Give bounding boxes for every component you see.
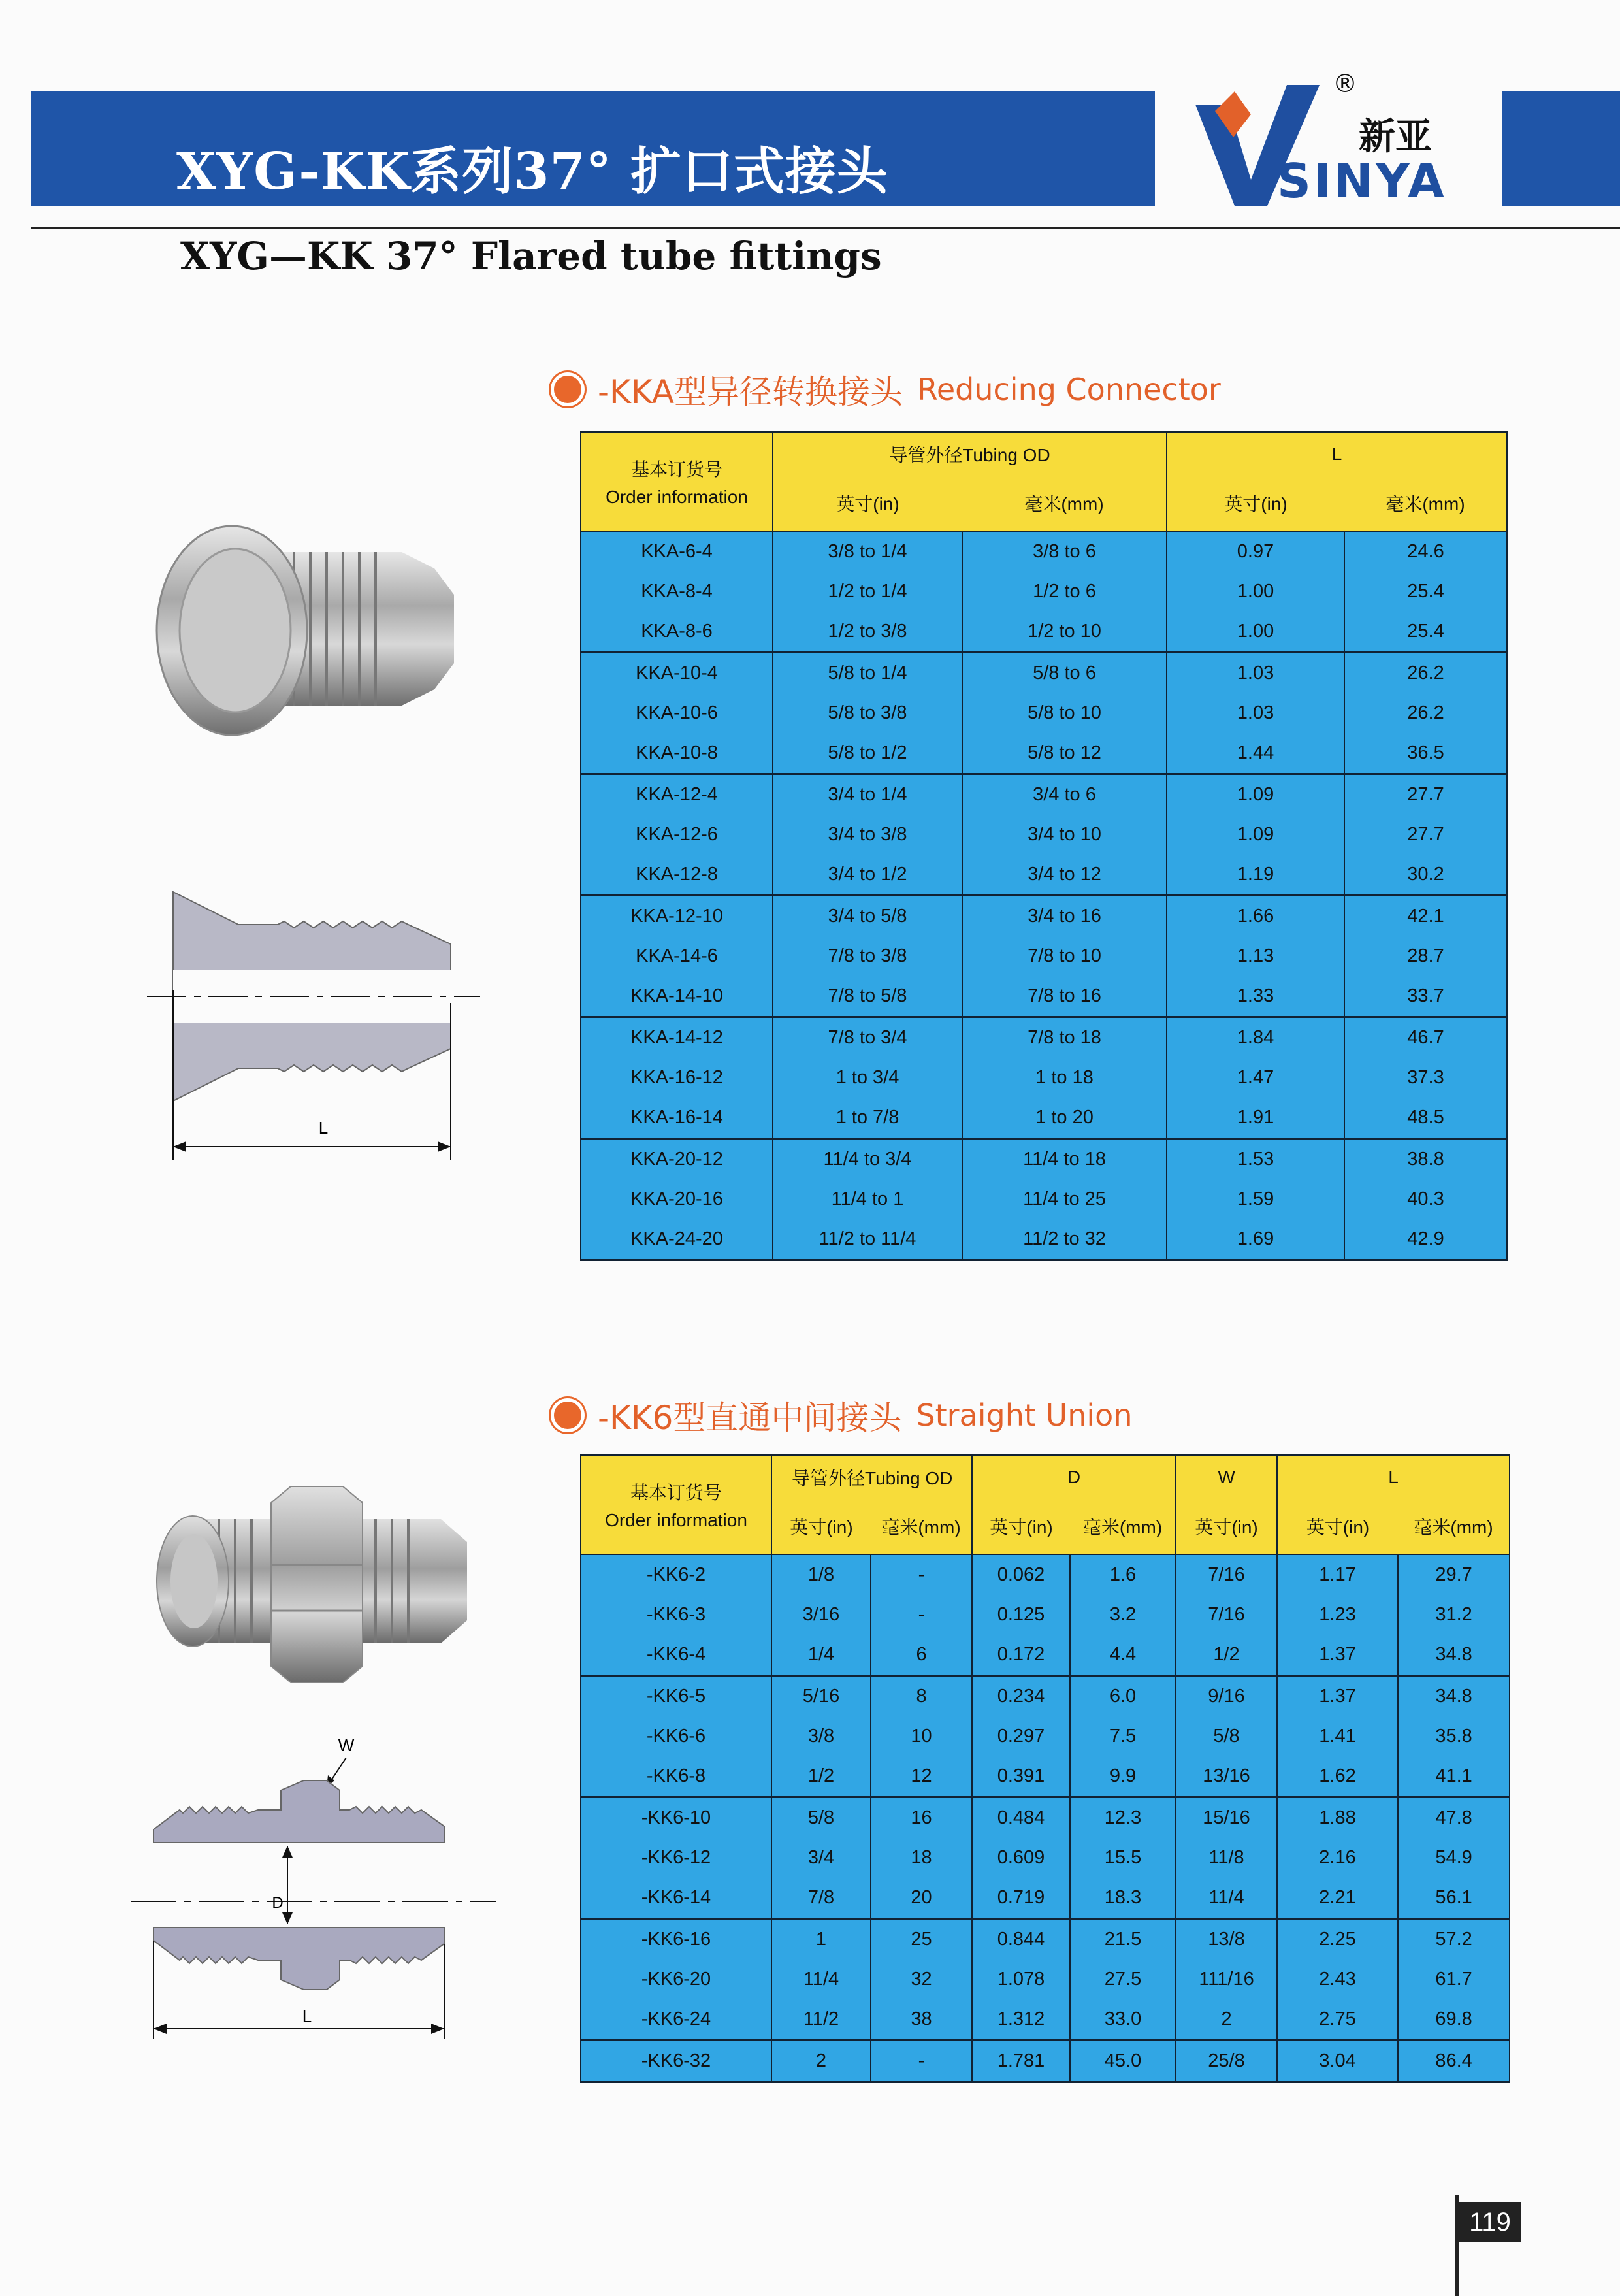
cell-mm: 3/4 to 6	[962, 774, 1167, 815]
page-number: 119	[1459, 2202, 1521, 2242]
cell-order: -KK6-16	[581, 1919, 771, 1960]
cell-Lin: 1.37	[1277, 1676, 1398, 1717]
table-row	[581, 815, 1507, 855]
cell-odin: 1	[771, 1919, 871, 1960]
cell-Lin: 2.16	[1277, 1838, 1398, 1878]
cell-in: 7/8 to 5/8	[773, 976, 962, 1017]
cell-odin: 11/4	[771, 1960, 871, 1999]
col-order-header: 基本订货号 Order information	[581, 432, 773, 531]
section-heading-union	[551, 1392, 1132, 1439]
table-row	[581, 976, 1507, 1017]
cell-W: 13/8	[1176, 1919, 1277, 1960]
col-W-header: W	[1176, 1455, 1277, 1500]
cell-in: 3/4 to 1/4	[773, 774, 962, 815]
cell-Lmm: 36.5	[1344, 733, 1507, 774]
cell-odmm: 6	[871, 1635, 972, 1676]
cell-odin: 5/16	[771, 1676, 871, 1717]
cell-Lin: 1.03	[1167, 653, 1344, 694]
cell-mm: 11/4 to 25	[962, 1179, 1167, 1219]
col-L-mm: 毫米(mm)	[1398, 1500, 1510, 1554]
dim-label-W: W	[338, 1735, 355, 1755]
table-row	[581, 936, 1507, 976]
cell-Lmm: 30.2	[1344, 855, 1507, 896]
cell-odmm: -	[871, 1554, 972, 1595]
cell-Dmm: 15.5	[1070, 1838, 1176, 1878]
cell-W: 5/8	[1176, 1716, 1277, 1756]
cell-Dmm: 45.0	[1070, 2041, 1176, 2082]
cell-mm: 1 to 20	[962, 1098, 1167, 1139]
cell-W: 111/16	[1176, 1960, 1277, 1999]
logo-text-en: SINYA	[1277, 154, 1447, 208]
cell-in: 1/2 to 3/8	[773, 612, 962, 653]
col-od-in: 英寸(in)	[773, 476, 962, 531]
cell-mm: 7/8 to 18	[962, 1017, 1167, 1058]
cell-order: KKA-8-6	[581, 612, 773, 653]
table-row	[581, 1595, 1510, 1635]
cell-Din: 1.312	[972, 1999, 1070, 2041]
table-row	[581, 1676, 1510, 1717]
cell-order: KKA-16-14	[581, 1098, 773, 1139]
cell-Din: 0.125	[972, 1595, 1070, 1635]
table-row	[581, 733, 1507, 774]
cell-odin: 2	[771, 2041, 871, 2082]
straight-union-drawing	[131, 1731, 496, 2045]
reducing-connector-photo	[147, 523, 467, 748]
table-row	[581, 1999, 1510, 2041]
table-row	[581, 572, 1507, 612]
logo-text-cn: 新亚	[1359, 115, 1432, 158]
cell-Lin: 1.84	[1167, 1017, 1344, 1058]
cell-order: KKA-12-6	[581, 815, 773, 855]
cell-Lmm: 40.3	[1344, 1179, 1507, 1219]
cell-mm: 11/2 to 32	[962, 1219, 1167, 1260]
cell-Lin: 1.09	[1167, 815, 1344, 855]
section-heading-cn: -KK6型直通中间接头	[598, 1399, 902, 1437]
cell-Lin: 1.09	[1167, 774, 1344, 815]
cell-order: KKA-16-12	[581, 1058, 773, 1098]
cell-W: 1/2	[1176, 1635, 1277, 1676]
cell-order: -KK6-5	[581, 1676, 771, 1717]
table-row	[581, 774, 1507, 815]
cell-in: 3/8 to 1/4	[773, 531, 962, 572]
table-row	[581, 1960, 1510, 1999]
table-row	[581, 1554, 1510, 1595]
cell-W: 25/8	[1176, 2041, 1277, 2082]
table-row	[581, 1635, 1510, 1676]
cell-Lmm: 41.1	[1398, 1756, 1510, 1797]
cell-Lin: 2.43	[1277, 1960, 1398, 1999]
cell-Lin: 0.97	[1167, 531, 1344, 572]
cell-odmm: 10	[871, 1716, 972, 1756]
cell-Lmm: 25.4	[1344, 612, 1507, 653]
cell-in: 11/2 to 11/4	[773, 1219, 962, 1260]
cell-Lmm: 48.5	[1344, 1098, 1507, 1139]
cell-odmm: 18	[871, 1838, 972, 1878]
col-L-mm: 毫米(mm)	[1344, 476, 1507, 531]
cell-mm: 3/8 to 6	[962, 531, 1167, 572]
cell-odmm: 32	[871, 1960, 972, 1999]
cell-in: 11/4 to 3/4	[773, 1139, 962, 1180]
cell-odin: 7/8	[771, 1878, 871, 1919]
cell-order: KKA-14-12	[581, 1017, 773, 1058]
col-od-header: 导管外径Tubing OD	[771, 1455, 972, 1500]
cell-Lin: 3.04	[1277, 2041, 1398, 2082]
cell-Dmm: 12.3	[1070, 1797, 1176, 1839]
cell-Din: 0.391	[972, 1756, 1070, 1797]
col-od-header: 导管外径Tubing OD	[773, 432, 1167, 476]
col-L-in: 英寸(in)	[1277, 1500, 1398, 1554]
cell-Lmm: 54.9	[1398, 1838, 1510, 1878]
cell-order: KKA-24-20	[581, 1219, 773, 1260]
cell-Lin: 1.69	[1167, 1219, 1344, 1260]
reducing-connector-drawing	[147, 885, 480, 1166]
cell-Din: 0.172	[972, 1635, 1070, 1676]
col-D-mm: 毫米(mm)	[1070, 1500, 1176, 1554]
table-row	[581, 1878, 1510, 1919]
table-row	[581, 1139, 1507, 1180]
cell-Lin: 1.44	[1167, 733, 1344, 774]
cell-in: 5/8 to 3/8	[773, 693, 962, 733]
cell-Lmm: 42.1	[1344, 896, 1507, 937]
table-row	[581, 1919, 1510, 1960]
cell-Lmm: 31.2	[1398, 1595, 1510, 1635]
cell-Din: 0.062	[972, 1554, 1070, 1595]
table-row	[581, 1716, 1510, 1756]
cell-Dmm: 4.4	[1070, 1635, 1176, 1676]
cell-order: -KK6-2	[581, 1554, 771, 1595]
cell-in: 11/4 to 1	[773, 1179, 962, 1219]
dim-label-L: L	[318, 1118, 329, 1138]
cell-odmm: 25	[871, 1919, 972, 1960]
cell-odin: 1/8	[771, 1554, 871, 1595]
cell-Dmm: 3.2	[1070, 1595, 1176, 1635]
cell-odin: 11/2	[771, 1999, 871, 2041]
table-row	[581, 1797, 1510, 1839]
col-order-header: 基本订货号 Order information	[581, 1455, 771, 1554]
cell-order: KKA-6-4	[581, 531, 773, 572]
header-band-right	[1502, 91, 1620, 206]
cell-mm: 1 to 18	[962, 1058, 1167, 1098]
cell-order: -KK6-10	[581, 1797, 771, 1839]
cell-odin: 3/16	[771, 1595, 871, 1635]
cell-Lmm: 27.7	[1344, 815, 1507, 855]
cell-W: 15/16	[1176, 1797, 1277, 1839]
cell-order: -KK6-3	[581, 1595, 771, 1635]
cell-Lmm: 37.3	[1344, 1058, 1507, 1098]
cell-in: 5/8 to 1/2	[773, 733, 962, 774]
cell-Din: 0.297	[972, 1716, 1070, 1756]
cell-Lin: 1.62	[1277, 1756, 1398, 1797]
cell-mm: 5/8 to 6	[962, 653, 1167, 694]
cell-W: 2	[1176, 1999, 1277, 2041]
table-row	[581, 693, 1507, 733]
cell-odmm: 16	[871, 1797, 972, 1839]
cell-odin: 1/4	[771, 1635, 871, 1676]
cell-order: KKA-12-8	[581, 855, 773, 896]
cell-odmm: -	[871, 1595, 972, 1635]
section-heading-en: Reducing Connector	[916, 372, 1221, 407]
cell-Lmm: 27.7	[1344, 774, 1507, 815]
cell-odmm: 38	[871, 1999, 972, 2041]
cell-W: 13/16	[1176, 1756, 1277, 1797]
cell-in: 1 to 7/8	[773, 1098, 962, 1139]
table-row	[581, 612, 1507, 653]
cell-Lmm: 26.2	[1344, 693, 1507, 733]
cell-W: 11/4	[1176, 1878, 1277, 1919]
cell-Dmm: 33.0	[1070, 1999, 1176, 2041]
cell-Lin: 1.41	[1277, 1716, 1398, 1756]
cell-Din: 0.844	[972, 1919, 1070, 1960]
cell-W: 7/16	[1176, 1554, 1277, 1595]
cell-Din: 0.484	[972, 1797, 1070, 1839]
cell-W: 9/16	[1176, 1676, 1277, 1717]
cell-Lin: 1.00	[1167, 572, 1344, 612]
cell-Lin: 1.47	[1167, 1058, 1344, 1098]
cell-Lmm: 57.2	[1398, 1919, 1510, 1960]
cell-order: KKA-14-10	[581, 976, 773, 1017]
cell-Lmm: 26.2	[1344, 653, 1507, 694]
bullet-icon	[551, 1398, 585, 1432]
straight-union-photo	[147, 1480, 480, 1689]
cell-Dmm: 9.9	[1070, 1756, 1176, 1797]
cell-Lin: 1.03	[1167, 693, 1344, 733]
cell-odmm: 8	[871, 1676, 972, 1717]
cell-Dmm: 6.0	[1070, 1676, 1176, 1717]
cell-order: KKA-14-6	[581, 936, 773, 976]
cell-Din: 0.234	[972, 1676, 1070, 1717]
cell-Lin: 1.33	[1167, 976, 1344, 1017]
cell-in: 3/4 to 1/2	[773, 855, 962, 896]
col-L-header: L	[1167, 432, 1507, 476]
table-row	[581, 2041, 1510, 2082]
cell-mm: 3/4 to 12	[962, 855, 1167, 896]
page-title: XYG-KK系列37° 扩口式接头	[176, 142, 888, 201]
straight-union-table	[580, 1454, 1510, 2083]
page-subtitle: XYG—KK 37° Flared tube fittings	[180, 234, 882, 278]
col-L-header: L	[1277, 1455, 1510, 1500]
cell-mm: 3/4 to 16	[962, 896, 1167, 937]
dim-label-L: L	[302, 2007, 312, 2026]
col-od-mm: 毫米(mm)	[871, 1500, 972, 1554]
cell-mm: 5/8 to 12	[962, 733, 1167, 774]
cell-Lin: 1.00	[1167, 612, 1344, 653]
cell-Lmm: 34.8	[1398, 1635, 1510, 1676]
cell-Lin: 1.37	[1277, 1635, 1398, 1676]
table-row	[581, 1058, 1507, 1098]
cell-order: KKA-10-4	[581, 653, 773, 694]
cell-odin: 1/2	[771, 1756, 871, 1797]
cell-order: KKA-20-16	[581, 1179, 773, 1219]
table-row	[581, 1838, 1510, 1878]
col-D-in: 英寸(in)	[972, 1500, 1070, 1554]
cell-mm: 5/8 to 10	[962, 693, 1167, 733]
cell-Dmm: 7.5	[1070, 1716, 1176, 1756]
cell-Din: 1.781	[972, 2041, 1070, 2082]
cell-order: KKA-20-12	[581, 1139, 773, 1180]
cell-order: -KK6-6	[581, 1716, 771, 1756]
cell-order: -KK6-14	[581, 1878, 771, 1919]
bullet-icon	[551, 372, 585, 406]
cell-Lmm: 25.4	[1344, 572, 1507, 612]
table-row	[581, 531, 1507, 572]
cell-odmm: -	[871, 2041, 972, 2082]
cell-order: -KK6-20	[581, 1960, 771, 1999]
col-od-mm: 毫米(mm)	[962, 476, 1167, 531]
dim-label-D: D	[272, 1894, 284, 1912]
cell-Lmm: 38.8	[1344, 1139, 1507, 1180]
cell-mm: 7/8 to 16	[962, 976, 1167, 1017]
cell-Lin: 1.13	[1167, 936, 1344, 976]
table-row	[581, 1219, 1507, 1260]
cell-odin: 5/8	[771, 1797, 871, 1839]
cell-mm: 11/4 to 18	[962, 1139, 1167, 1180]
cell-Din: 1.078	[972, 1960, 1070, 1999]
cell-order: KKA-10-8	[581, 733, 773, 774]
table-row	[581, 653, 1507, 694]
cell-Lin: 2.75	[1277, 1999, 1398, 2041]
cell-in: 5/8 to 1/4	[773, 653, 962, 694]
col-L-in: 英寸(in)	[1167, 476, 1344, 531]
cell-order: KKA-8-4	[581, 572, 773, 612]
cell-in: 7/8 to 3/4	[773, 1017, 962, 1058]
section-heading-cn: -KKA型异径转换接头	[598, 373, 903, 411]
col-D-header: D	[972, 1455, 1176, 1500]
cell-Lmm: 86.4	[1398, 2041, 1510, 2082]
cell-Lin: 2.21	[1277, 1878, 1398, 1919]
cell-Lin: 1.88	[1277, 1797, 1398, 1839]
cell-Lin: 2.25	[1277, 1919, 1398, 1960]
cell-Lin: 1.91	[1167, 1098, 1344, 1139]
cell-mm: 7/8 to 10	[962, 936, 1167, 976]
cell-order: -KK6-12	[581, 1838, 771, 1878]
table-row	[581, 1017, 1507, 1058]
header-rule	[31, 227, 1620, 229]
cell-Din: 0.719	[972, 1878, 1070, 1919]
cell-mm: 1/2 to 6	[962, 572, 1167, 612]
section-heading-en: Straight Union	[916, 1398, 1133, 1433]
cell-in: 1 to 3/4	[773, 1058, 962, 1098]
table-row	[581, 1098, 1507, 1139]
cell-Lmm: 34.8	[1398, 1676, 1510, 1717]
reducing-connector-table	[580, 431, 1508, 1261]
cell-Lmm: 46.7	[1344, 1017, 1507, 1058]
cell-Lmm: 56.1	[1398, 1878, 1510, 1919]
cell-order: KKA-10-6	[581, 693, 773, 733]
table-row	[581, 855, 1507, 896]
cell-order: -KK6-8	[581, 1756, 771, 1797]
cell-Lmm: 24.6	[1344, 531, 1507, 572]
table-row	[581, 896, 1507, 937]
cell-order: -KK6-32	[581, 2041, 771, 2082]
cell-mm: 3/4 to 10	[962, 815, 1167, 855]
cell-Lin: 1.23	[1277, 1595, 1398, 1635]
cell-Lin: 1.53	[1167, 1139, 1344, 1180]
cell-Dmm: 18.3	[1070, 1878, 1176, 1919]
cell-odmm: 20	[871, 1878, 972, 1919]
cell-Lmm: 47.8	[1398, 1797, 1510, 1839]
cell-Dmm: 21.5	[1070, 1919, 1176, 1960]
cell-Dmm: 27.5	[1070, 1960, 1176, 1999]
cell-Lmm: 29.7	[1398, 1554, 1510, 1595]
cell-Lmm: 28.7	[1344, 936, 1507, 976]
cell-odin: 3/8	[771, 1716, 871, 1756]
col-W-in: 英寸(in)	[1176, 1500, 1277, 1554]
cell-Lmm: 42.9	[1344, 1219, 1507, 1260]
cell-Dmm: 1.6	[1070, 1554, 1176, 1595]
cell-order: -KK6-24	[581, 1999, 771, 2041]
cell-W: 7/16	[1176, 1595, 1277, 1635]
cell-Lin: 1.66	[1167, 896, 1344, 937]
cell-order: -KK6-4	[581, 1635, 771, 1676]
cell-in: 1/2 to 1/4	[773, 572, 962, 612]
cell-mm: 1/2 to 10	[962, 612, 1167, 653]
table-row	[581, 1756, 1510, 1797]
cell-Lin: 1.17	[1277, 1554, 1398, 1595]
cell-order: KKA-12-10	[581, 896, 773, 937]
cell-Lmm: 69.8	[1398, 1999, 1510, 2041]
registered-mark: ®	[1333, 69, 1357, 98]
cell-order: KKA-12-4	[581, 774, 773, 815]
cell-odmm: 12	[871, 1756, 972, 1797]
cell-Lin: 1.19	[1167, 855, 1344, 896]
cell-in: 3/4 to 5/8	[773, 896, 962, 937]
col-od-in: 英寸(in)	[771, 1500, 871, 1554]
cell-odin: 3/4	[771, 1838, 871, 1878]
cell-Din: 0.609	[972, 1838, 1070, 1878]
cell-W: 11/8	[1176, 1838, 1277, 1878]
cell-Lmm: 33.7	[1344, 976, 1507, 1017]
table-row	[581, 1179, 1507, 1219]
cell-Lmm: 61.7	[1398, 1960, 1510, 1999]
cell-in: 7/8 to 3/8	[773, 936, 962, 976]
section-heading-reducing	[551, 366, 1221, 413]
cell-in: 3/4 to 3/8	[773, 815, 962, 855]
cell-Lmm: 35.8	[1398, 1716, 1510, 1756]
cell-Lin: 1.59	[1167, 1179, 1344, 1219]
